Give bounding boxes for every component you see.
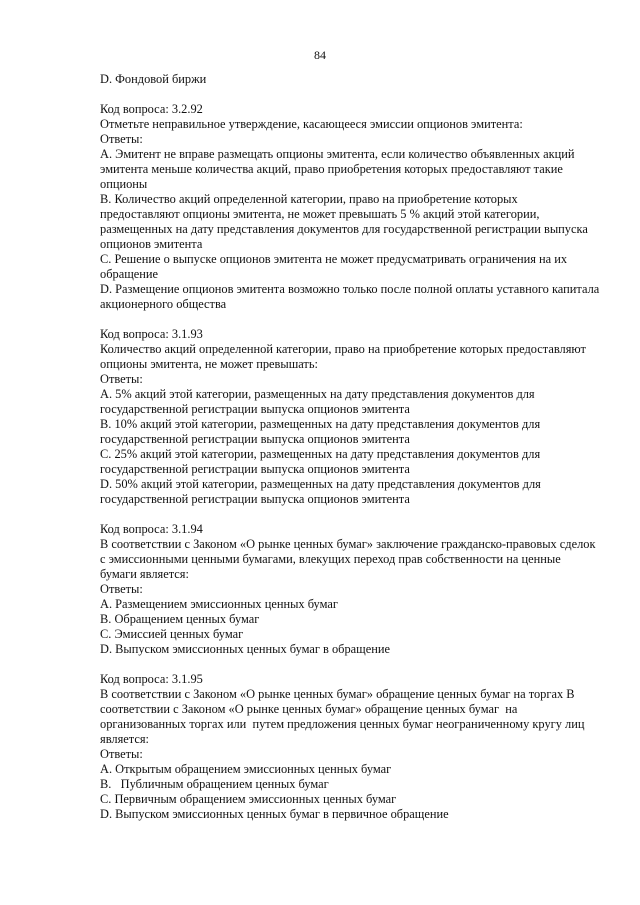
answer-line: D. Выпуском эмиссионных ценных бумаг в обращение [100,642,390,656]
question-block [100,672,620,822]
question-text: Количество акций определенной категории, право на приобретение которых предоставляют [100,342,586,356]
question-text: является: [100,732,149,746]
answer-line: предоставляют опционы эмитента, не может превышать 5 % акций этой категории, [100,207,540,221]
answer-line: эмитента меньше количества акций, право приобретения которых предоставляют такие [100,162,563,176]
answer-line: акционерного общества [100,297,227,311]
question-code: Код вопроса: 3.1.95 [100,672,203,686]
question-block [100,327,620,507]
answers-label: Ответы: [100,582,143,596]
question-code: Код вопроса: 3.1.93 [100,327,203,341]
answer-line: C. 25% акций этой категории, размещенных на дату представления документов для [100,447,541,461]
answers-label: Ответы: [100,372,143,386]
previous-question-fragment [100,72,620,87]
answers-label: Ответы: [100,132,143,146]
answer-line: C. Эмиссией ценных бумаг [100,627,244,641]
answer-line: A. Размещением эмиссионных ценных бумаг [100,597,338,611]
answer-line: A. Открытым обращением эмиссионных ценных бумаг [100,762,392,776]
answer-line: C. Решение о выпуске опционов эмитента не может предусматривать ограничения на их [100,252,568,266]
answer-line: A. Эмитент не вправе размещать опционы эмитента, если количество объявленных акций [100,147,575,161]
page-number: 84 [314,48,326,62]
document-body [100,72,620,837]
answer-line: B. Количество акций определенной категории, право на приобретение которых [100,192,518,206]
answer-line: государственной регистрации выпуска опционов эмитента [100,492,410,506]
answer-line: B. Обращением ценных бумаг [100,612,260,626]
question-block [100,102,620,312]
answer-line: обращение [100,267,158,281]
answer-line: D. Фондовой биржи [100,72,207,86]
answer-line: D. Размещение опционов эмитента возможно только после полной оплаты уставного капитала [100,282,600,296]
question-text: организованных торгах или путем предложения ценных бумаг неограниченному кругу лиц [100,717,585,731]
question-block [100,522,620,657]
question-text: с эмиссионными ценными бумагами, влекущих переход прав собственности на ценные [100,552,561,566]
answer-line: D. Выпуском эмиссионных ценных бумаг в первичное обращение [100,807,449,821]
answer-line: государственной регистрации выпуска опционов эмитента [100,402,410,416]
answer-line: опционов эмитента [100,237,203,251]
answer-line: B. Публичным обращением ценных бумаг [100,777,329,791]
answer-line: A. 5% акций этой категории, размещенных на дату представления документов для [100,387,535,401]
question-text: опционы эмитента, не может превышать: [100,357,318,371]
answer-line: C. Первичным обращением эмиссионных ценных бумаг [100,792,397,806]
question-text: В соответствии с Законом «О рынке ценных бумаг» заключение гражданско-правовых сделок [100,537,596,551]
question-text: Отметьте неправильное утверждение, касающееся эмиссии опционов эмитента: [100,117,523,131]
question-text: соответствии с Законом «О рынке ценных бумаг» обращение ценных бумаг на [100,702,518,716]
answer-line: D. 50% акций этой категории, размещенных на дату представления документов для [100,477,541,491]
answers-label: Ответы: [100,747,143,761]
question-code: Код вопроса: 3.2.92 [100,102,203,116]
answer-line: размещенных на дату представления документов для государственной регистрации выпуска [100,222,588,236]
answer-line: опционы [100,177,148,191]
question-text: В соответствии с Законом «О рынке ценных бумаг» обращение ценных бумаг на торгах В [100,687,575,701]
answer-line: B. 10% акций этой категории, размещенных на дату представления документов для [100,417,541,431]
question-text: бумаги является: [100,567,189,581]
question-code: Код вопроса: 3.1.94 [100,522,203,536]
answer-line: государственной регистрации выпуска опционов эмитента [100,432,410,446]
answer-line: государственной регистрации выпуска опционов эмитента [100,462,410,476]
